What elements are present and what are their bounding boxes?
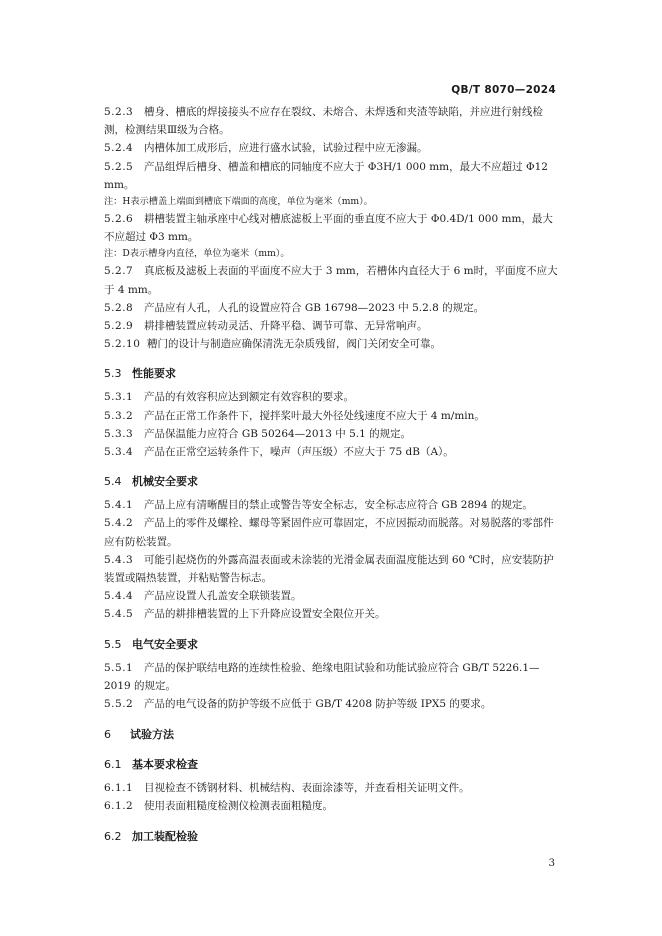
clause-6-1-1 [104,779,562,797]
clause-number: 5.3.3 [104,427,134,440]
clause-5-5-1 [104,659,562,695]
document-body [104,103,562,851]
section-title: 机械安全要求 [132,475,198,489]
clause-text: 槽身、槽底的焊接接头不应存在裂纹、未熔合、未焊透和夹渣等缺陷，并应进行射线检测，检测结果Ⅲ级为合格。 [104,106,543,137]
clause-text: 产品在正常工作条件下，搅拌桨叶最大外径处线速度不应大于 4 m/min。 [144,409,485,422]
clause-5-4-5 [104,605,562,623]
clause-5-4-3 [104,551,562,587]
clause-5-2-9 [104,317,562,335]
clause-text: 产品在正常空运转条件下，噪声（声压级）不应大于 75 dB（A）。 [144,446,454,459]
clause-6-1-2 [104,797,562,815]
clause-number: 5.2.9 [104,320,134,333]
section-number: 5.4 [104,475,122,489]
clause-text: 使用表面粗糙度检测仪检测表面粗糙度。 [144,800,333,813]
chapter-heading-6 [104,726,562,744]
clause-number: 5.2.7 [104,265,134,278]
clause-number: 6.1.2 [104,800,134,813]
note-5-2-5: 注：H表示槽盖上端面到槽底下端面的高度，单位为毫米（mm）。 [104,196,373,208]
clause-text: 产品应设置人孔盖安全联锁装置。 [144,590,302,603]
section-heading-6-2 [104,828,562,846]
clause-5-3-2 [104,407,562,425]
clause-number: 5.4.4 [104,590,134,603]
clause-number: 6.1.1 [104,782,134,795]
clause-text: 产品组焊后槽身、槽盖和槽底的同轴度不应大于 Φ3H/1 000 mm，最大不应超过 Φ12 mm。 [104,160,548,191]
clause-number: 5.2.6 [104,213,134,226]
chapter-title: 试验方法 [130,728,174,742]
section-heading-5-4 [104,473,562,491]
clause-text: 内槽体加工成形后，应进行盛水试验，试验过程中应无渗漏。 [144,142,428,155]
clause-5-4-4 [104,587,562,605]
clause-number: 5.2.10 [104,338,141,351]
section-title: 基本要求检查 [132,758,198,772]
clause-number: 5.3.4 [104,446,134,459]
clause-text: 产品的耕排槽装置的上下升降应设置安全限位开关。 [144,608,386,621]
clause-number: 5.3.1 [104,391,134,404]
clause-5-2-3 [104,103,562,139]
clause-text: 产品保温能力应符合 GB 50264—2013 中 5.1 的规定。 [144,427,412,440]
section-number: 5.5 [104,637,122,651]
section-number: 6.1 [104,758,122,772]
note-5-2-6: 注：D表示槽身内直径，单位为毫米（mm）。 [104,248,290,260]
standard-header: QB/T 8070—2024 [451,84,556,96]
clause-5-3-3 [104,425,562,443]
clause-text: 产品的电气设备的防护等级不应低于 GB/T 4208 防护等级 IPX5 的要求。 [144,698,492,711]
section-heading-5-3 [104,365,562,383]
clause-5-2-4 [104,139,562,157]
clause-5-3-4 [104,443,562,461]
section-title: 加工装配检验 [132,829,198,843]
clause-number: 5.5.2 [104,698,134,711]
clause-text: 产品应有人孔，人孔的设置应符合 GB 16798—2023 中 5.2.8 的规定。 [144,301,485,314]
clause-text: 真底板及滤板上表面的平面度不应大于 3 mm，若槽体内直径大于 6 m时，平面度不应大于 4 mm。 [104,265,558,296]
clause-text: 耕槽装置主轴承座中心线对槽底滤板上平面的垂直度不应大于 Φ0.4D/1 000 mm，最大不应超过 Φ3 mm。 [104,213,553,244]
clause-text: 耕排槽装置应转动灵活、升降平稳、调节可靠、无异常响声。 [144,320,428,333]
clause-number: 5.4.1 [104,499,134,512]
clause-number: 5.2.3 [104,106,134,118]
clause-number: 5.4.3 [104,553,134,566]
section-heading-5-5 [104,636,562,654]
clause-5-2-8 [104,299,562,317]
page-number: 3 [548,858,555,869]
clause-text: 目视检查不锈钢材料、机械结构、表面涂漆等，并查看相关证明文件。 [144,782,470,795]
section-number: 5.3 [104,367,122,381]
clause-number: 5.2.4 [104,142,134,155]
section-heading-6-1 [104,756,562,774]
clause-number: 5.4.2 [104,517,134,530]
clause-5-4-1 [104,496,562,514]
clause-number: 5.3.2 [104,409,134,422]
clause-number: 5.2.8 [104,301,134,314]
clause-text: 产品的保护联结电路的连续性检验、绝缘电阻试验和功能试验应符合 GB/T 5226.1—2019 的规定。 [104,661,540,692]
section-number: 6.2 [104,829,122,843]
clause-5-5-2 [104,695,562,713]
clause-text: 糟门的设计与制造应确保清洗无杂质残留，阀门关闭安全可靠。 [147,338,441,351]
clause-5-2-5 [104,158,562,194]
clause-text: 可能引起烧伤的外露高温表面或未涂装的光滑金属表面温度能达到 60 ℃时，应安装防护装置或隔热装置，并粘贴警告标志。 [104,553,554,585]
chapter-number: 6 [104,728,111,742]
clause-number: 5.4.5 [104,608,134,621]
clause-text: 产品上应有清晰醒目的禁止或警告等安全标志，安全标志应符合 GB 2894 的规定。 [144,499,533,512]
clause-5-2-6 [104,210,562,246]
clause-number: 5.2.5 [104,160,134,173]
clause-number: 5.5.1 [104,661,134,674]
clause-5-2-7 [104,262,562,298]
clause-5-2-10 [104,335,562,353]
clause-5-4-2 [104,514,562,550]
clause-text: 产品上的零件及螺栓、螺母等紧固件应可靠固定，不应因振动而脱落。对易脱落的零部件应有防松装置。 [104,517,554,548]
clause-text: 产品的有效容积应达到额定有效容积的要求。 [144,391,354,404]
section-title: 电气安全要求 [132,637,198,651]
section-title: 性能要求 [132,367,176,381]
clause-5-3-1 [104,388,562,406]
